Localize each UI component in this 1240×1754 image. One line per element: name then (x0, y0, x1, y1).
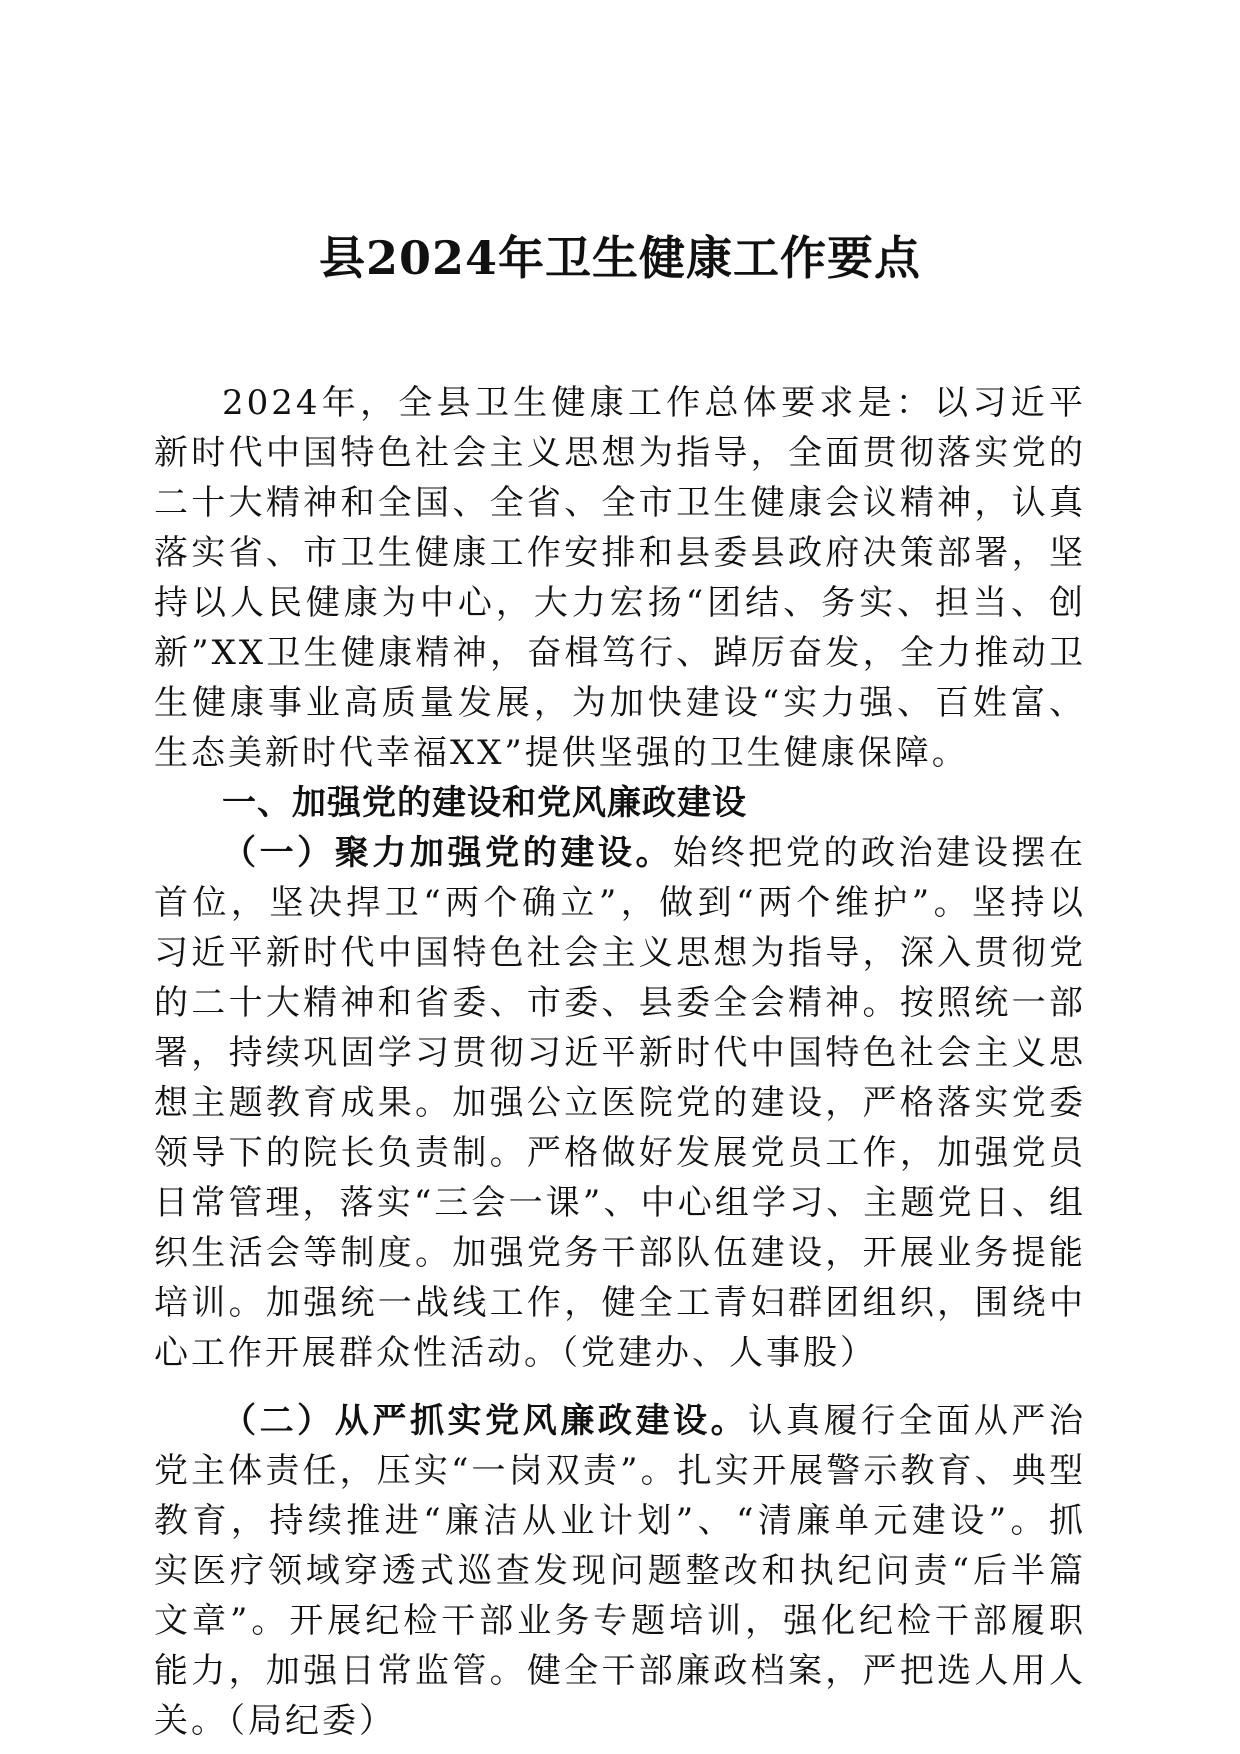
item-lead-2: （二）从严抓实党风廉政建设。 (222, 1401, 749, 1441)
item-text-1: 始终把党的政治建设摆在首位，坚决捍卫“两个确立”，做到“两个维护”。坚持以习近平新时代中国特色社会主义思想为指导，深入贯彻党的二十大精神和省委、市委、县委全会精神。按照统一部署，持续巩固学习贯彻习近平新时代中国特色社会主义思想主题教育成果。加强公立医院党的建设，严格落实党委领导下的院长负责制。严格做好发展党员工作，加强党员日常管理，落实“三会一课”、中心组学习、主题党日、组织生活会等制度。加强党务干部队伍建设，开展业务提能培训。加强统一战线工作，健全工青妇群团组织，围绕中心工作开展群众性活动。（党建办、人事股） (154, 833, 1087, 1373)
paragraph-gap (154, 1378, 1086, 1396)
item-lead-1: （一）聚力加强党的建设。 (222, 833, 674, 873)
document-body (154, 378, 1086, 1746)
section-heading: 一、加强党的建设和党风廉政建设 (222, 783, 747, 823)
document-title: 县2024年卫生健康工作要点 (318, 231, 922, 285)
item-text-2: 认真履行全面从严治党主体责任，压实“一岗双责”。扎实开展警示教育、典型教育，持续推进“廉洁从业计划”、“清廉单元建设”。抓实医疗领域穿透式巡查发现问题整改和执纪问责“后半篇文章”。开展纪检干部业务专题培训，强化纪检干部履职能力，加强日常监管。健全干部廉政档案，严把选人用人关。（局纪委） (154, 1401, 1087, 1741)
item-paragraph-1 (154, 828, 1086, 1378)
item-paragraph-2 (154, 1396, 1086, 1746)
intro-paragraph: 2024年，全县卫生健康工作总体要求是：以习近平新时代中国特色社会主义思想为指导，全面贯彻落实党的二十大精神和全国、全省、全市卫生健康会议精神，认真落实省、市卫生健康工作安排和县委县政府决策部署，坚持以人民健康为中心，大力宏扬“团结、务实、担当、创新”XX卫生健康精神，奋楫笃行、踔厉奋发，全力推动卫生健康事业高质量发展，为加快建设“实力强、百姓富、生态美新时代幸福XX”提供坚强的卫生健康保障。 (154, 383, 1086, 773)
